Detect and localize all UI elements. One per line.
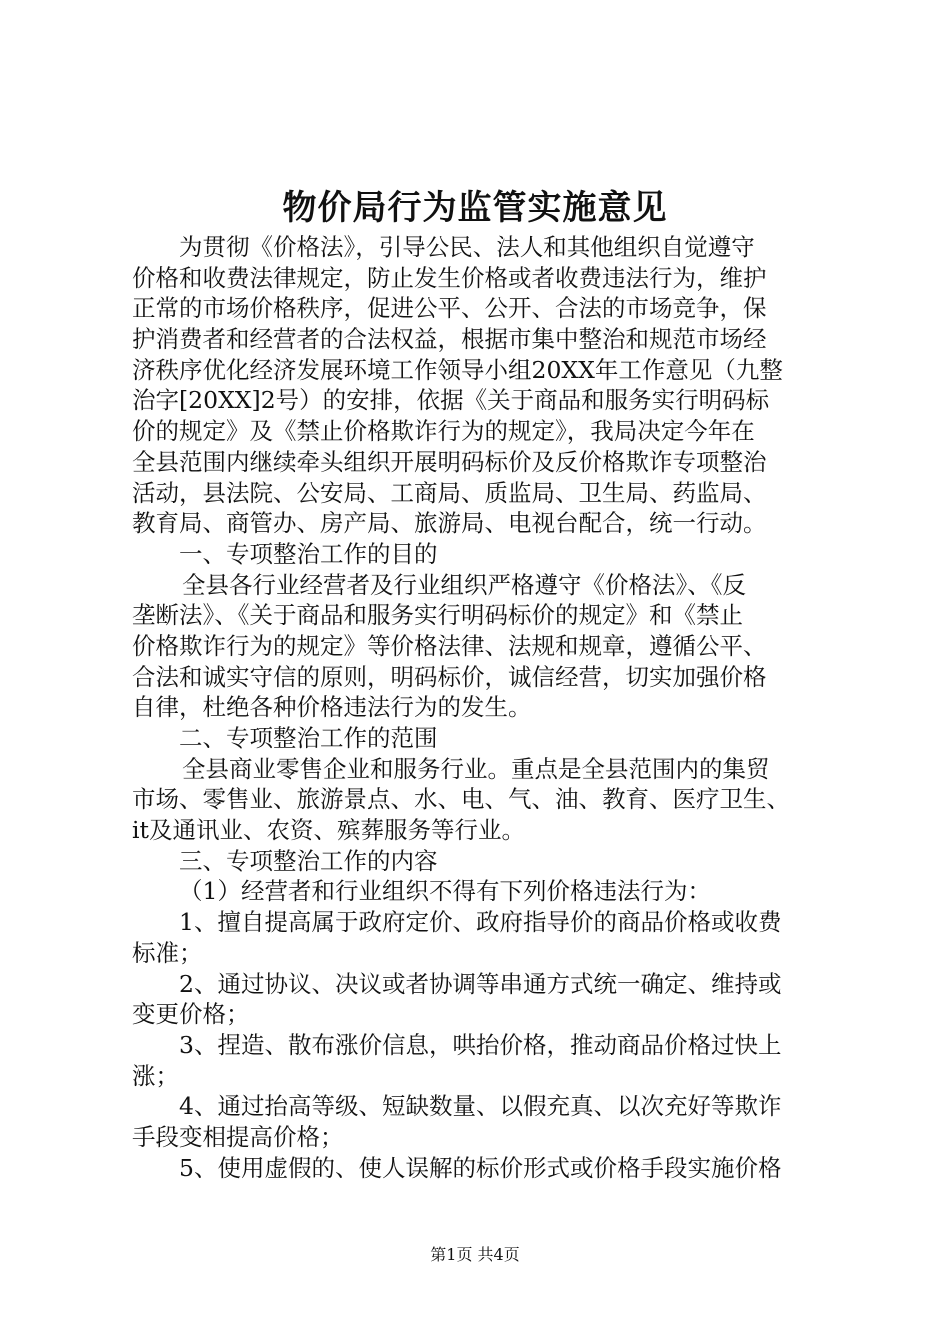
list-item: 1、擅自提高属于政府定价、政府指导价的商品价格或收费 (179, 908, 782, 937)
list-item: 2、通过协议、决议或者协调等串通方式统一确定、维持或 (179, 969, 782, 998)
paragraph-line: 市场、零售业、旅游景点、水、电、气、油、教育、医疗卫生、 (132, 785, 790, 814)
paragraph-line: 正常的市场价格秩序，促进公平、公开、合法的市场竞争，保 (132, 294, 767, 323)
paragraph-line: 全县商业零售企业和服务行业。重点是全县范围内的集贸 (182, 754, 770, 783)
section-heading: 二、专项整治工作的范围 (179, 724, 438, 752)
page-footer: 第1页 共4页 (430, 1245, 520, 1264)
list-item-continuation: 涨； (132, 1061, 179, 1090)
paragraph-line: 为贯彻《价格法》，引导公民、法人和其他组织自觉遵守 (179, 233, 755, 261)
list-item-continuation: 变更价格； (132, 1000, 250, 1029)
section-heading: 三、专项整治工作的内容 (179, 846, 438, 875)
document-body (132, 232, 852, 1183)
paragraph-line: （1）经营者和行业组织不得有下列价格违法行为： (179, 877, 711, 906)
paragraph-line: 济秩序优化经济发展环境工作领导小组20XX年工作意见（九整 (132, 355, 783, 384)
paragraph-line: 垄断法》、《关于商品和服务实行明码标价的规定》和《禁止 (132, 601, 743, 630)
paragraph-line: 活动，县法院、公安局、工商局、质监局、卫生局、药监局、 (132, 478, 767, 507)
paragraph-line: 自律，杜绝各种价格违法行为的发生。 (132, 693, 532, 722)
list-item: 4、通过抬高等级、短缺数量、以假充真、以次充好等欺诈 (179, 1092, 782, 1121)
paragraph-line: 价格欺诈行为的规定》等价格法律、法规和规章，遵循公平、 (132, 631, 767, 660)
list-item: 3、捏造、散布涨价信息，哄抬价格，推动商品价格过快上 (179, 1030, 782, 1059)
section-heading: 一、专项整治工作的目的 (179, 539, 438, 568)
paragraph-line: 价的规定》及《禁止价格欺诈行为的规定》，我局决定今年在 (132, 417, 755, 446)
list-item-continuation: 手段变相提高价格； (132, 1122, 344, 1151)
paragraph-line: it及通讯业、农资、殡葬服务等行业。 (132, 816, 525, 845)
paragraph-line: 全县范围内继续牵头组织开展明码标价及反价格欺诈专项整治 (132, 447, 767, 476)
paragraph-line: 教育局、商管办、房产局、旅游局、电视台配合，统一行动。 (132, 509, 767, 538)
paragraph-line: 护消费者和经营者的合法权益，根据市集中整治和规范市场经 (132, 325, 767, 354)
paragraph-line: 合法和诚实守信的原则，明码标价，诚信经营，切实加强价格 (132, 662, 767, 691)
document-title: 物价局行为监管实施意见 (282, 188, 668, 228)
list-item-continuation: 标准； (132, 938, 203, 967)
paragraph-line: 全县各行业经营者及行业组织严格遵守《价格法》、《反 (182, 570, 746, 599)
list-item: 5、使用虚假的、使人误解的标价形式或价格手段实施价格 (179, 1153, 782, 1182)
paragraph-line: 价格和收费法律规定，防止发生价格或者收费违法行为，维护 (132, 263, 767, 292)
paragraph-line: 治字[20XX]2号）的安排，依据《关于商品和服务实行明码标 (132, 386, 770, 415)
